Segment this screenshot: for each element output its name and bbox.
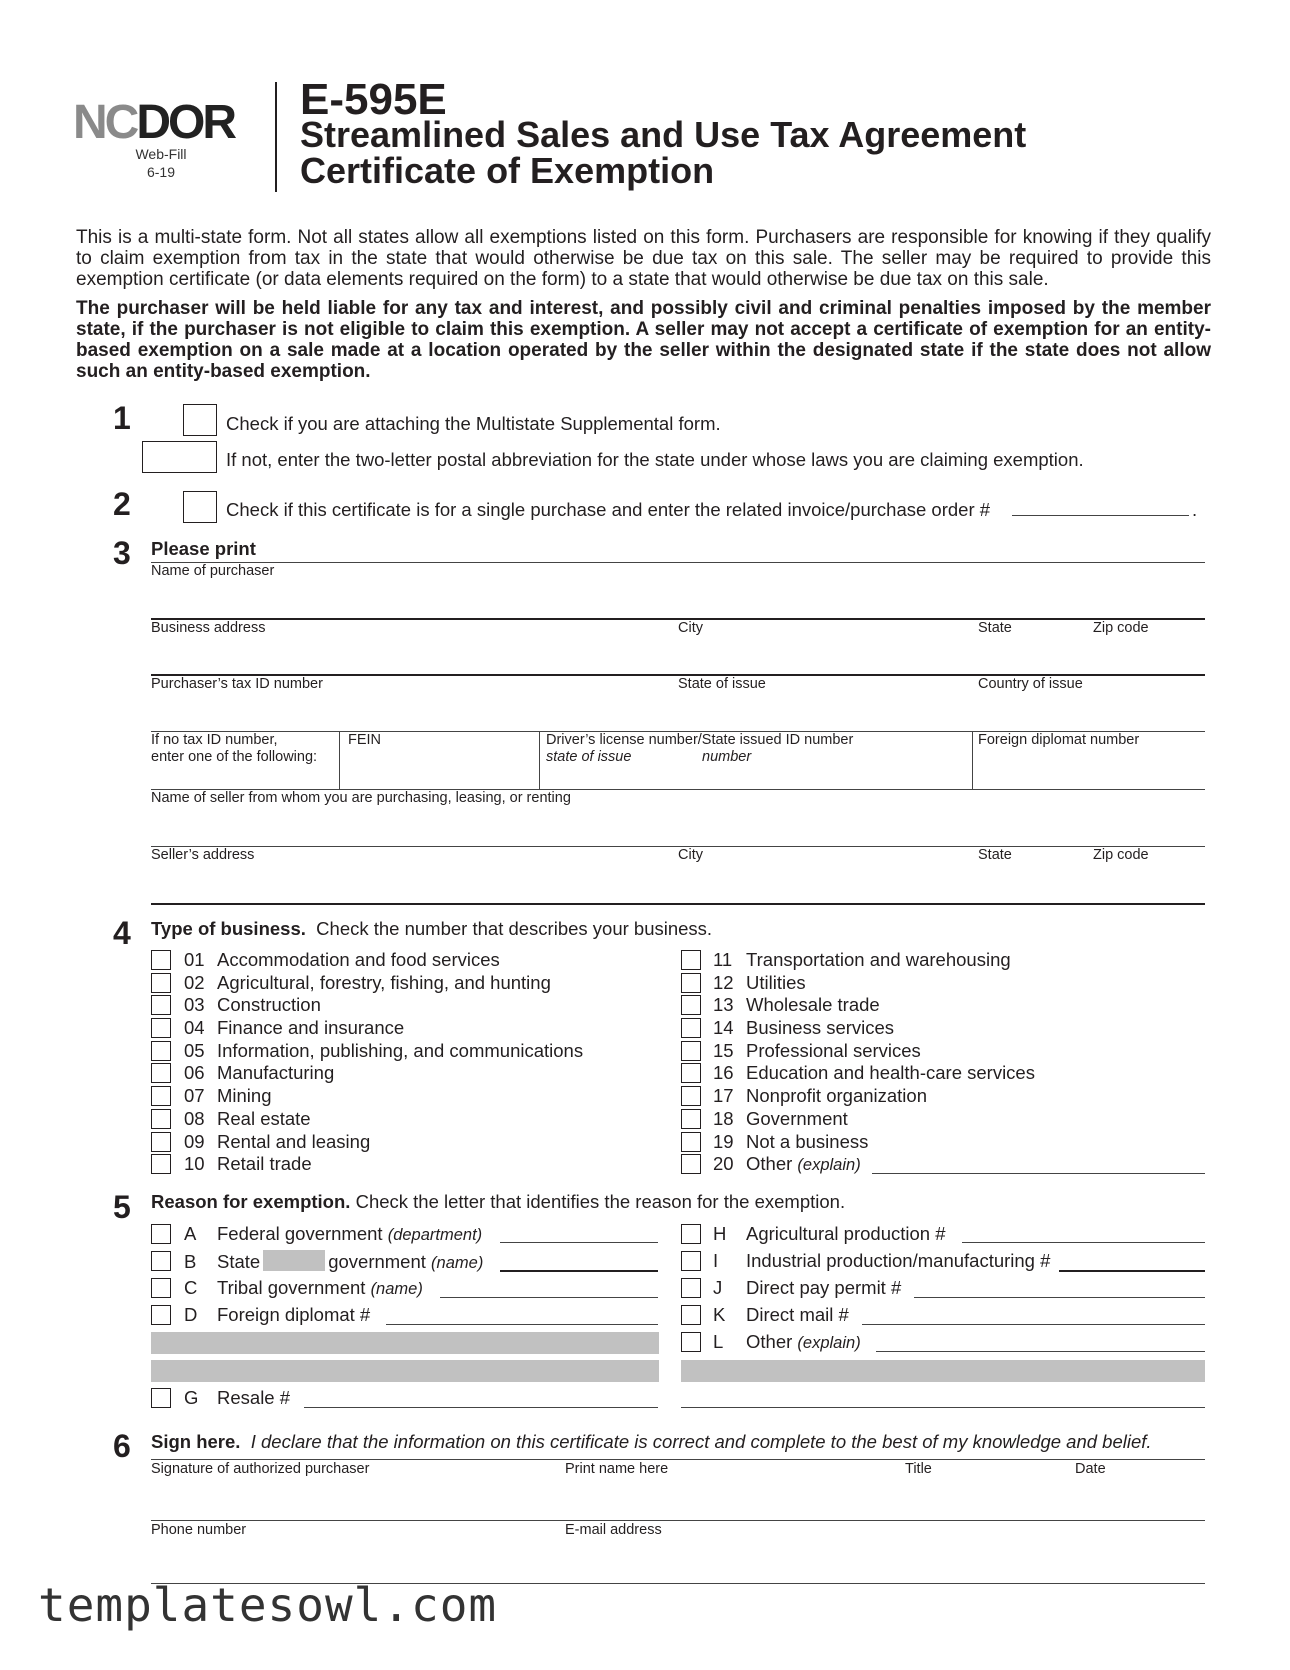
sign-here-heading: Sign here. I declare that the information on this certificate is correct and complete to the best of my knowledge and belief. [151, 1431, 1152, 1452]
foreign-diplomat-label: Foreign diplomat number [978, 732, 1140, 748]
reason-j-field[interactable] [914, 1297, 1205, 1298]
single-purchase-checkbox[interactable] [183, 491, 217, 523]
reason-b-checkbox[interactable] [151, 1251, 171, 1271]
single-purchase-label: Check if this certificate is for a single purchase and enter the related invoice/purchase order # [226, 499, 991, 520]
checkbox[interactable] [681, 995, 701, 1015]
intro-paragraph: This is a multi-state form. Not all states allow all exemptions listed on this form. Purchasers are responsible for knowing if they qualify to claim exemption from tax in the state that would otherwise be due tax on this sale. The seller may be required to provide this exemption certificate (or data elements required on the form) to a state that would otherwise be due tax on this sale. [76, 227, 1211, 290]
reason-a-label: A Federal government (department) [184, 1223, 483, 1244]
shaded-area [151, 1332, 659, 1354]
reason-h-field[interactable] [962, 1242, 1205, 1243]
checkbox[interactable] [151, 995, 171, 1015]
checkbox[interactable] [681, 950, 701, 970]
watermark: templatesowl.com [38, 1578, 498, 1632]
fein-label: FEIN [348, 732, 382, 748]
form-title-line2: Certificate of Exemption [300, 150, 715, 191]
liability-warning: The purchaser will be held liable for any tax and interest, and possibly civil and criminal penalties imposed by the member state, if the purchaser is not eligible to claim this exemption. A seller may not accept a certificate of exemption for an entity-based exemption on a sale made at a location operated by the seller within the designated state if the state does not allow such an entity-based exemption. [76, 298, 1211, 382]
seller-city-label: City [678, 847, 703, 863]
reason-k-checkbox[interactable] [681, 1305, 701, 1325]
phone-label: Phone number [151, 1522, 247, 1538]
checkbox[interactable] [151, 1063, 171, 1083]
reason-c-label: C Tribal government (name) [184, 1277, 423, 1298]
signature-field[interactable] [151, 1520, 1205, 1521]
reason-g-checkbox[interactable] [151, 1388, 171, 1408]
revision-info [118, 145, 204, 181]
checkbox[interactable] [681, 973, 701, 993]
seller-address-label: Seller’s address [151, 847, 255, 863]
checkbox[interactable] [681, 1109, 701, 1129]
reason-i-field[interactable] [1059, 1270, 1205, 1272]
checkbox[interactable] [681, 1086, 701, 1106]
state-label: State [978, 620, 1012, 636]
state-abbreviation-label: If not, enter the two-letter postal abbreviation for the state under whose laws you are claiming exemption. [226, 449, 1084, 470]
reason-g-field[interactable] [304, 1407, 658, 1408]
signature-label: Signature of authorized purchaser [151, 1461, 370, 1477]
reason-l-label: L Other (explain) [713, 1331, 861, 1352]
reason-d-label: D Foreign diplomat # [184, 1304, 371, 1325]
reason-d-field[interactable] [386, 1324, 658, 1325]
state-of-issue-label: State of issue [678, 676, 766, 692]
reason-c-field[interactable] [440, 1297, 658, 1298]
email-label: E-mail address [565, 1522, 662, 1538]
drivers-license-label: Driver’s license number/State issued ID number [546, 732, 854, 748]
seller-state-label: State [978, 847, 1012, 863]
reason-l-checkbox[interactable] [681, 1332, 701, 1352]
state-abbreviation-input[interactable] [142, 441, 217, 473]
checkbox[interactable] [681, 1041, 701, 1061]
reason-extra-field[interactable] [681, 1407, 1205, 1408]
title-label: Title [905, 1461, 932, 1477]
web-fill-label: Web-Fill [135, 146, 187, 162]
reason-c-checkbox[interactable] [151, 1278, 171, 1298]
section-2-number: 2 [113, 486, 131, 522]
business-address-label: Business address [151, 620, 266, 636]
checkbox[interactable] [681, 1063, 701, 1083]
country-of-issue-label: Country of issue [978, 676, 1083, 692]
name-of-purchaser-label: Name of purchaser [151, 563, 275, 579]
seller-name-label: Name of seller from whom you are purchasing, leasing, or renting [151, 790, 571, 806]
checkbox[interactable] [151, 1018, 171, 1038]
no-tax-id-label: If no tax ID number, enter one of the following: [151, 732, 318, 765]
checkbox[interactable] [151, 973, 171, 993]
supplemental-form-label: Check if you are attaching the Multistate Supplemental form. [226, 413, 721, 434]
invoice-number-line[interactable] [1012, 515, 1189, 516]
checkbox[interactable] [151, 1132, 171, 1152]
reason-b-field[interactable] [500, 1270, 658, 1272]
divider [339, 731, 340, 789]
form-title-line1: Streamlined Sales and Use Tax Agreement [300, 114, 1027, 155]
section-3-number: 3 [113, 535, 131, 571]
checkbox[interactable] [151, 1041, 171, 1061]
checkbox[interactable] [151, 950, 171, 970]
reason-i-checkbox[interactable] [681, 1251, 701, 1271]
checkbox[interactable] [151, 1086, 171, 1106]
dl-number-label: number [702, 749, 752, 765]
checkbox[interactable] [681, 1132, 701, 1152]
section-5-number: 5 [113, 1189, 131, 1225]
heading-line [151, 1459, 1205, 1460]
shaded-area [681, 1360, 1205, 1382]
reason-a-checkbox[interactable] [151, 1224, 171, 1244]
reason-i-label: I Industrial production/manufacturing # [713, 1250, 1051, 1271]
other-business-explain-field[interactable] [872, 1173, 1205, 1174]
reason-k-label: K Direct mail # [713, 1304, 849, 1325]
dl-state-of-issue-label: state of issue [546, 749, 632, 765]
reason-j-label: J Direct pay permit # [713, 1277, 902, 1298]
invoice-period: . [1192, 499, 1198, 520]
zip-label: Zip code [1093, 620, 1149, 636]
reason-heading: Reason for exemption. Check the letter that identifies the reason for the exemption. [151, 1191, 846, 1212]
reason-h-label: H Agricultural production # [713, 1223, 946, 1244]
print-name-label: Print name here [565, 1461, 669, 1477]
seller-zip-label: Zip code [1093, 847, 1149, 863]
seller-address-field[interactable] [151, 903, 1205, 905]
reason-g-label: G Resale # [184, 1387, 291, 1408]
divider [972, 731, 973, 789]
supplemental-form-checkbox[interactable] [183, 404, 217, 436]
section-4-number: 4 [113, 915, 131, 951]
checkbox[interactable] [681, 1018, 701, 1038]
section-6-number: 6 [113, 1428, 131, 1464]
reason-j-checkbox[interactable] [681, 1278, 701, 1298]
reason-k-field[interactable] [862, 1324, 1205, 1325]
city-label: City [678, 620, 703, 636]
tax-id-label: Purchaser’s tax ID number [151, 676, 323, 692]
header-divider [275, 82, 277, 192]
divider [539, 731, 540, 789]
checkbox[interactable] [151, 1154, 171, 1174]
please-print-heading: Please print [151, 538, 256, 559]
checkbox[interactable] [151, 1109, 171, 1129]
reason-b-label: B State government (name) [184, 1251, 484, 1272]
reason-l-field[interactable] [876, 1351, 1205, 1352]
reason-h-checkbox[interactable] [681, 1224, 701, 1244]
date-label: Date [1075, 1461, 1106, 1477]
header-line [151, 562, 1205, 563]
section-1-number: 1 [113, 400, 131, 436]
reason-d-checkbox[interactable] [151, 1305, 171, 1325]
type-of-business-heading: Type of business. Check the number that describes your business. [151, 918, 713, 939]
reason-a-field[interactable] [500, 1242, 658, 1243]
ncdor-logo: NCDOR [73, 96, 234, 149]
revision-date: 6-19 [146, 164, 176, 180]
checkbox[interactable] [681, 1154, 701, 1174]
shaded-area [151, 1360, 659, 1382]
form-number: E-595E [300, 75, 447, 124]
